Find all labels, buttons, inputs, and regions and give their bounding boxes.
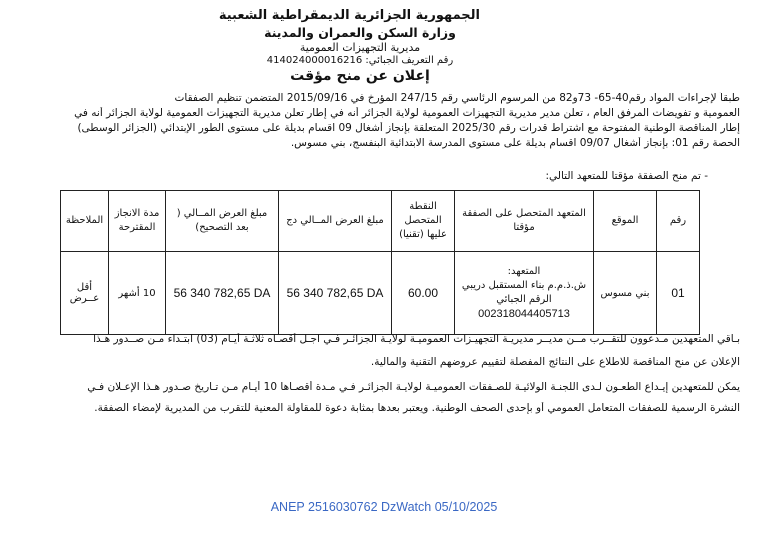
col-amount-corrected: مبلغ العرض المــالي ( بعد التصحيح) [166,191,279,252]
notice-paragraph: النشرة الرسمية للصفقات المتعامل العمومي أو بإحدى الصحف الوطنية. ويعتبر بعدها بمثابة دعوة للمقاولة المعنية للتقرب من المديرية لإمضاء الصفقة. [94,402,740,414]
tax-id-line: رقم التعريف الجبائي: 414024000016216 [266,55,454,66]
table-header-row [61,191,700,252]
award-table [60,190,700,335]
row-number: 01 [657,252,700,335]
directorate-heading: مديرية التجهيزات العمومية [299,41,421,54]
intro-line: الحصة رقم 01: بإنجاز أشغال 09/07 اقسام بديلة على مستوى المدرسة الابتدائية البنفسج، بني مسوس. [290,137,740,149]
award-lead-text: - تم منح الصفقة مؤقتا للمتعهد التالي: [545,170,708,182]
col-remark: الملاحظة [61,191,109,252]
notice-paragraph: يمكن للمتعهدين إيـداع الطعـون لـدى اللجنـة الولائيـة للصـفقات العموميـة لولايـة الجزائـر فـي مـدة أقصـاها 10 أيـام مـن تـاريخ صـدور هـذا الإعـلان فـي [87,381,740,393]
row-amount: 56 340 782,65 DA [279,252,392,335]
row-remark: أقل عــرض [61,252,109,335]
col-contractor: المتعهد المتحصل على الصفقة مؤقتا [455,191,594,252]
col-amount: مبلغ العرض المــالي دج [279,191,392,252]
intro-line: إطار المناقصة الوطنية المفتوحة مع اشتراط قدرات رقم 2025/30 المتعلقة بإنجاز أشغال 09 اقسام بديلة على مستوى الطور الإبتدائي (الجزائر الوسطى) [77,122,740,134]
contractor-label: المتعهد: [507,266,541,277]
contractor-tax-label: الرقم الجبائي [496,294,552,305]
col-duration: مدة الانجاز المقترحة [109,191,166,252]
notice-paragraph: الإعلان عن منح المناقصة للاطلاع على النتائج المفصلة لتقييم عروضهم التقنية والمالية. [370,356,740,368]
intro-line: العمومية و تفويضات المرفق العام ، تعلن مدير مديرية التجهيزات العمومية لولاية الجزائر أنه في إطار تعلن مديرية التجهيزات العمومية لولاية الجزائر أنه في [74,107,740,119]
anep-footer: ANEP 2516030762 DzWatch 05/10/2025 [270,500,498,514]
ministry-heading: وزارة السكن والعمران والمدينة [264,25,456,40]
row-site: بني مسوس [594,252,657,335]
contractor-tax-id: 002318044405713 [478,308,570,320]
announcement-title: إعلان عن منح مؤقت [290,68,430,84]
row-score: 60.00 [392,252,455,335]
republic-heading: الجمهورية الجزائرية الديمقراطية الشعبية [218,8,480,23]
row-contractor [455,252,594,335]
col-number: رقم [657,191,700,252]
contractor-name: ش.ذ.م.م بناء المستقبل دريبي [461,280,587,291]
col-score: النقطة المتحصل عليها (تقنيا) [392,191,455,252]
intro-line: طبقاً لإجراءات المواد رقم40-65- 73و82 من المرسوم الرئاسي رقم 247/15 المؤرخ في 2015/09/16 المتضمن تنظيم الصفقات [174,92,740,104]
col-site: الموقع [594,191,657,252]
row-duration: 10 أشهر [109,252,166,335]
table-row [61,252,700,335]
row-amount-corrected: 56 340 782,65 DA [166,252,279,335]
notice-paragraph: بـاقي المتعهدين مـدعوون للتقــرب مــن مديــر مديريـة التجهيـزات العموميـة لولايـة الجزائـر فـي اجـل أقصـاه ثلاثـة أيـام (03) ابتـداء مـن صــدور هـذا [93,333,740,345]
